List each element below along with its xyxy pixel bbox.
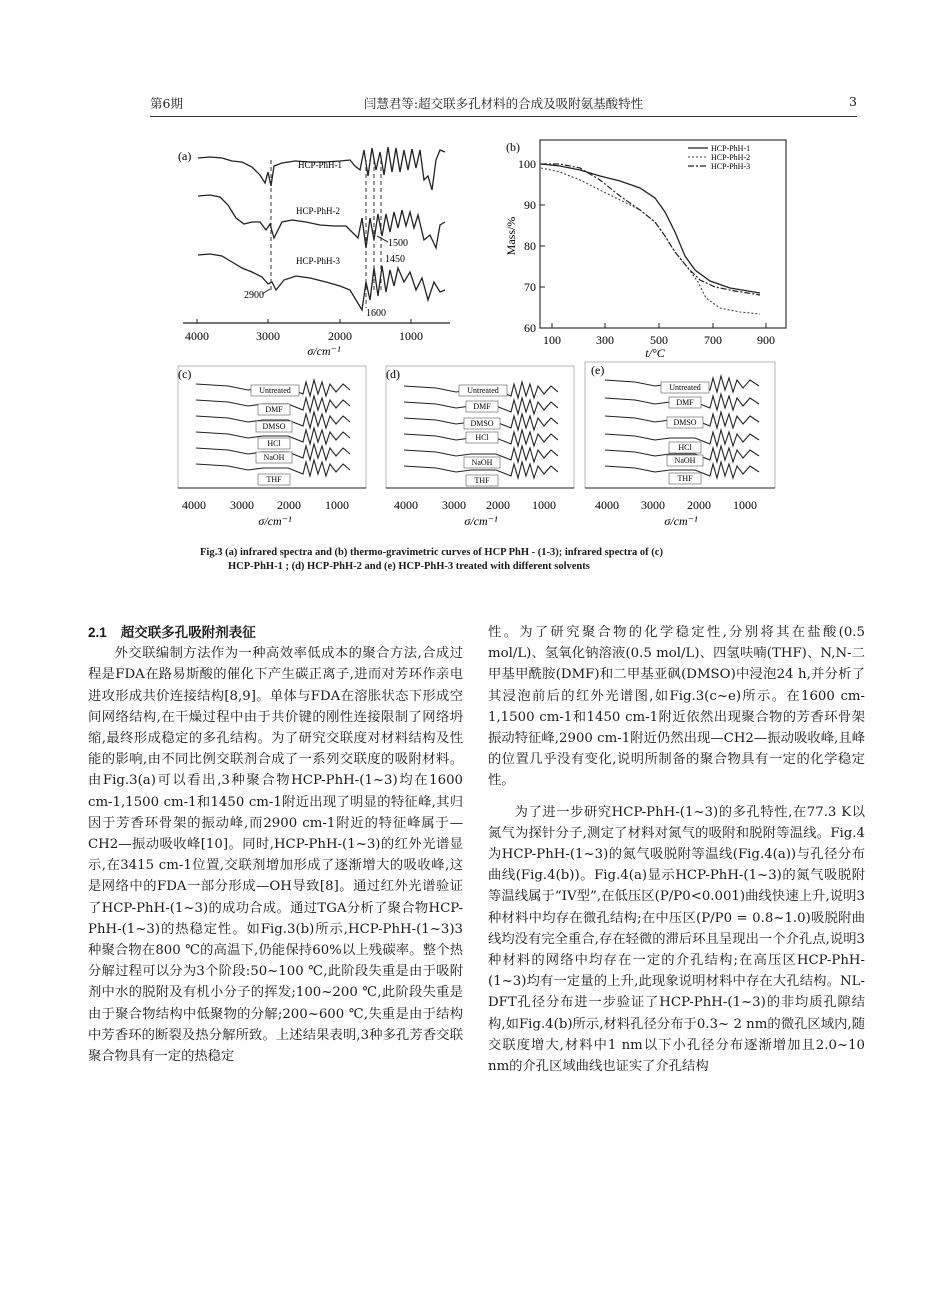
panel-e-solvent-untreated: Untreated (669, 383, 701, 392)
section-title: 超交联多孔吸附剂表征 (120, 625, 256, 640)
panel-c-solvent-dmso: DMSO (262, 422, 286, 431)
panel-b-xtick-300: 300 (596, 333, 614, 347)
panel-b (504, 140, 786, 360)
panel-c-solvent-untreated: Untreated (259, 386, 291, 395)
panel-e-tick-4000: 4000 (595, 498, 619, 512)
panel-b-ytick-70: 70 (524, 280, 536, 294)
issue-number: 第6期 (150, 96, 183, 111)
panel-b-label: (b) (506, 140, 520, 154)
annotation-1600: 1600 (366, 308, 386, 319)
panel-d-solvent-dmf: DMF (473, 402, 491, 411)
panel-c-tick-2000: 2000 (277, 498, 301, 512)
panel-a-tick-3000: 3000 (256, 329, 280, 343)
panel-c-label: (c) (178, 367, 192, 381)
annotation-1500-arrow (377, 236, 388, 242)
panel-b-ytick-100: 100 (518, 157, 536, 171)
panel-e-solvent-naoh: NaOH (674, 456, 696, 465)
panel-e-label: (e) (591, 363, 605, 377)
panel-d-solvent-hcl: HCl (475, 433, 489, 442)
panel-d-tick-4000: 4000 (394, 498, 418, 512)
figure-3 (0, 0, 950, 545)
left-paragraph-1: 外交联编制方法作为一种高效率低成本的聚合方法,合成过程是FDA在路易斯酸的催化下产生碳正离子,进而对芳环作亲电进攻形成共价连接结构[8,9]。单体与FDA在溶胀状态下形成空间网络结构,在干燥过程中由于共价键的刚性连接限制了网络坍缩,最终形成稳定的多孔结构。为了研究交联度对材料结构及性能的影响,由不同比例交联剂合成了一系列交联度的吸附材料。由Fig.3(a)可以看出,3种聚合物HCP-PhH-(1~3)均在1600 cm-1,1500 cm-1和1450 cm-1附近出现了明显的特征峰,其归因于芳香环骨架的振动峰,而2900 cm-1附近的特征峰属于—CH2—振动吸收峰[10]。同时,HCP-PhH-(1~3)的红外光谱显示,在3415 cm-1位置,交联剂增加形成了逐渐增大的吸收峰,这是网络中的FDA一部分形成—OH导致[8]。通过红外光谱验证了HCP-PhH-(1~3)的成功合成。通过TGA分析了聚合物HCP-PhH-(1~3)的热稳定性。如Fig.3(b)所示,HCP-PhH-(1~3)3种聚合物在800 ℃的高温下,仍能保持60%以上残碳率。整个热分解过程可以分为3个阶段:50~100 ℃,此阶段失重是由于吸附剂中水的脱附及有机小分子的挥发;100~200 ℃,此阶段失重是由于聚合物结构中低聚物的分解;200~600 ℃,失重是由于结构中芳香环的断裂及热分解所致。上述结果表明,3种多孔芳香交联聚合物具有一定的热稳定 (88, 646, 463, 1065)
panel-a-tick-4000: 4000 (185, 329, 209, 343)
panel-a-tick-2000: 2000 (328, 329, 352, 343)
page-number: 3 (849, 94, 857, 109)
section-heading (88, 622, 463, 643)
panel-c-tick-4000: 4000 (182, 498, 206, 512)
panel-e-x-label: σ/cm⁻¹ (664, 514, 698, 528)
panel-e-solvent-dmso: DMSO (673, 418, 697, 427)
panel-b-ytick-60: 60 (524, 321, 536, 335)
panel-c-tick-1000: 1000 (325, 498, 349, 512)
caption-line-1: Fig.3 (a) infrared spectra and (b) thermo-gravimetric curves of HCP PhH - (1-3); infrared spectra of (c) (200, 547, 663, 558)
annotation-1450: 1450 (385, 254, 405, 265)
panel-a-label-hcp1: HCP-PhH-1 (298, 160, 343, 170)
panel-d-solvent-thf: THF (474, 476, 490, 485)
right-column (488, 622, 865, 1077)
panel-d (386, 366, 574, 528)
section-number: 2.1 (88, 625, 107, 640)
panel-d-tick-2000: 2000 (486, 498, 510, 512)
panel-d-tick-3000: 3000 (442, 498, 466, 512)
panel-a-tick-1000: 1000 (399, 329, 423, 343)
panel-b-curve-hcp1 (541, 164, 760, 293)
panel-d-x-label: σ/cm⁻¹ (464, 514, 498, 528)
panel-a-label-hcp2: HCP-PhH-2 (296, 206, 341, 216)
panel-d-solvent-untreated: Untreated (467, 386, 499, 395)
panel-b-ytick-90: 90 (524, 198, 536, 212)
panel-d-solvent-dmso: DMSO (470, 419, 494, 428)
right-paragraph-1: 性。为了研究聚合物的化学稳定性,分别将其在盐酸(0.5 mol/L)、氢氧化钠溶液(0.5 mol/L)、四氢呋喃(THF)、N,N-二甲基甲酰胺(DMF)和二甲基亚砜(DMSO)中浸泡24 h,并分析了其浸泡前后的红外光谱图,如Fig.3(c~e)所示。在1600 cm-1,1500 cm-1和1450 cm-1附近依然出现聚合物的芳香环骨架振动特征峰,2900 cm-1附近仍然出现—CH2—振动吸收峰,且峰的位置几乎没有变化,说明所制备的聚合物具有一定的化学稳定性。 (488, 625, 865, 789)
panel-b-legend (688, 144, 750, 171)
panel-b-ytick-80: 80 (524, 239, 536, 253)
running-title: 闫慧君等:超交联多孔材料的合成及吸附氨基酸特性 (363, 96, 644, 111)
panel-b-xtick-100: 100 (543, 333, 561, 347)
panel-c-tick-3000: 3000 (230, 498, 254, 512)
annotation-1500: 1500 (388, 238, 408, 249)
panel-c-solvent-hcl: HCl (267, 439, 281, 448)
panel-e-solvent-thf: THF (677, 474, 693, 483)
panel-b-x-label: t/°C (645, 346, 665, 360)
panel-d-solvent-naoh: NaOH (471, 458, 493, 467)
panel-b-curve-hcp3 (541, 164, 760, 295)
panel-e-tick-1000: 1000 (733, 498, 757, 512)
panel-b-curve-hcp2 (541, 168, 760, 314)
panel-a-x-label: σ/cm⁻¹ (307, 344, 341, 358)
panel-b-xtick-700: 700 (704, 333, 722, 347)
panel-c-solvent-dmf: DMF (265, 405, 283, 414)
figure-caption (200, 546, 820, 574)
panel-c-x-label: σ/cm⁻¹ (258, 514, 292, 528)
right-paragraph-2: 为了进一步研究HCP-PhH-(1~3)的多孔特性,在77.3 K以氮气为探针分子,测定了材料对氮气的吸附和脱附等温线。Fig.4为HCP-PhH-(1~3)的氮气吸脱附等温线(Fig.4(a))与孔径分布曲线(Fig.4(b))。Fig.4(a)显示HCP-PhH-(1~3)的氮气吸脱附等温线属于“IV型”,在低压区(P/P0<0.001)曲线快速上升,说明3种材料中均存在微孔结构;在中压区(P/P0 = 0.8~1.0)吸脱附曲线均没有完全重合,存在轻微的滞后环且呈现出一个介孔点,说明3种材料的网络中均存在一定的介孔结构;在高压区HCP-PhH-(1~3)均有一定量的上升,此现象说明材料中存在大孔结构。NL-DFT孔径分布进一步验证了HCP-PhH-(1~3)的非均质孔隙结构,如Fig.4(b)所示,材料孔径分布于0.3~ 2 nm的微孔区域内,随交联度增大,材料中1 nm以下小孔径分布逐渐增加且2.0~10 nm的介孔区域曲线也证实了介孔结构 (488, 804, 865, 1075)
panel-b-xtick-900: 900 (757, 333, 775, 347)
panel-d-tick-1000: 1000 (532, 498, 556, 512)
panel-e-solvent-dmf: DMF (676, 398, 694, 407)
caption-line-2: HCP-PhH-1 ; (d) HCP-PhH-2 and (e) HCP-PhH-3 treated with different solvents (228, 561, 590, 572)
panel-e (585, 362, 775, 528)
panel-e-tick-3000: 3000 (641, 498, 665, 512)
panel-c (178, 366, 366, 528)
left-column (88, 622, 463, 1067)
panel-a (178, 147, 450, 358)
legend-hcp1: HCP-PhH-1 (711, 144, 751, 153)
panel-a-label: (a) (178, 149, 192, 163)
panel-e-solvent-hcl: HCl (678, 443, 692, 452)
panel-c-solvent-naoh: NaOH (263, 453, 285, 462)
legend-hcp2: HCP-PhH-2 (711, 153, 751, 162)
legend-hcp3: HCP-PhH-3 (711, 162, 751, 171)
panel-c-solvent-thf: THF (266, 475, 282, 484)
annotation-2900: 2900 (244, 290, 264, 301)
panel-b-xtick-500: 500 (650, 333, 668, 347)
panel-a-label-hcp3: HCP-PhH-3 (296, 256, 341, 266)
panel-b-y-label: Mass/% (504, 216, 518, 256)
panel-d-label: (d) (386, 367, 400, 381)
panel-e-tick-2000: 2000 (687, 498, 711, 512)
